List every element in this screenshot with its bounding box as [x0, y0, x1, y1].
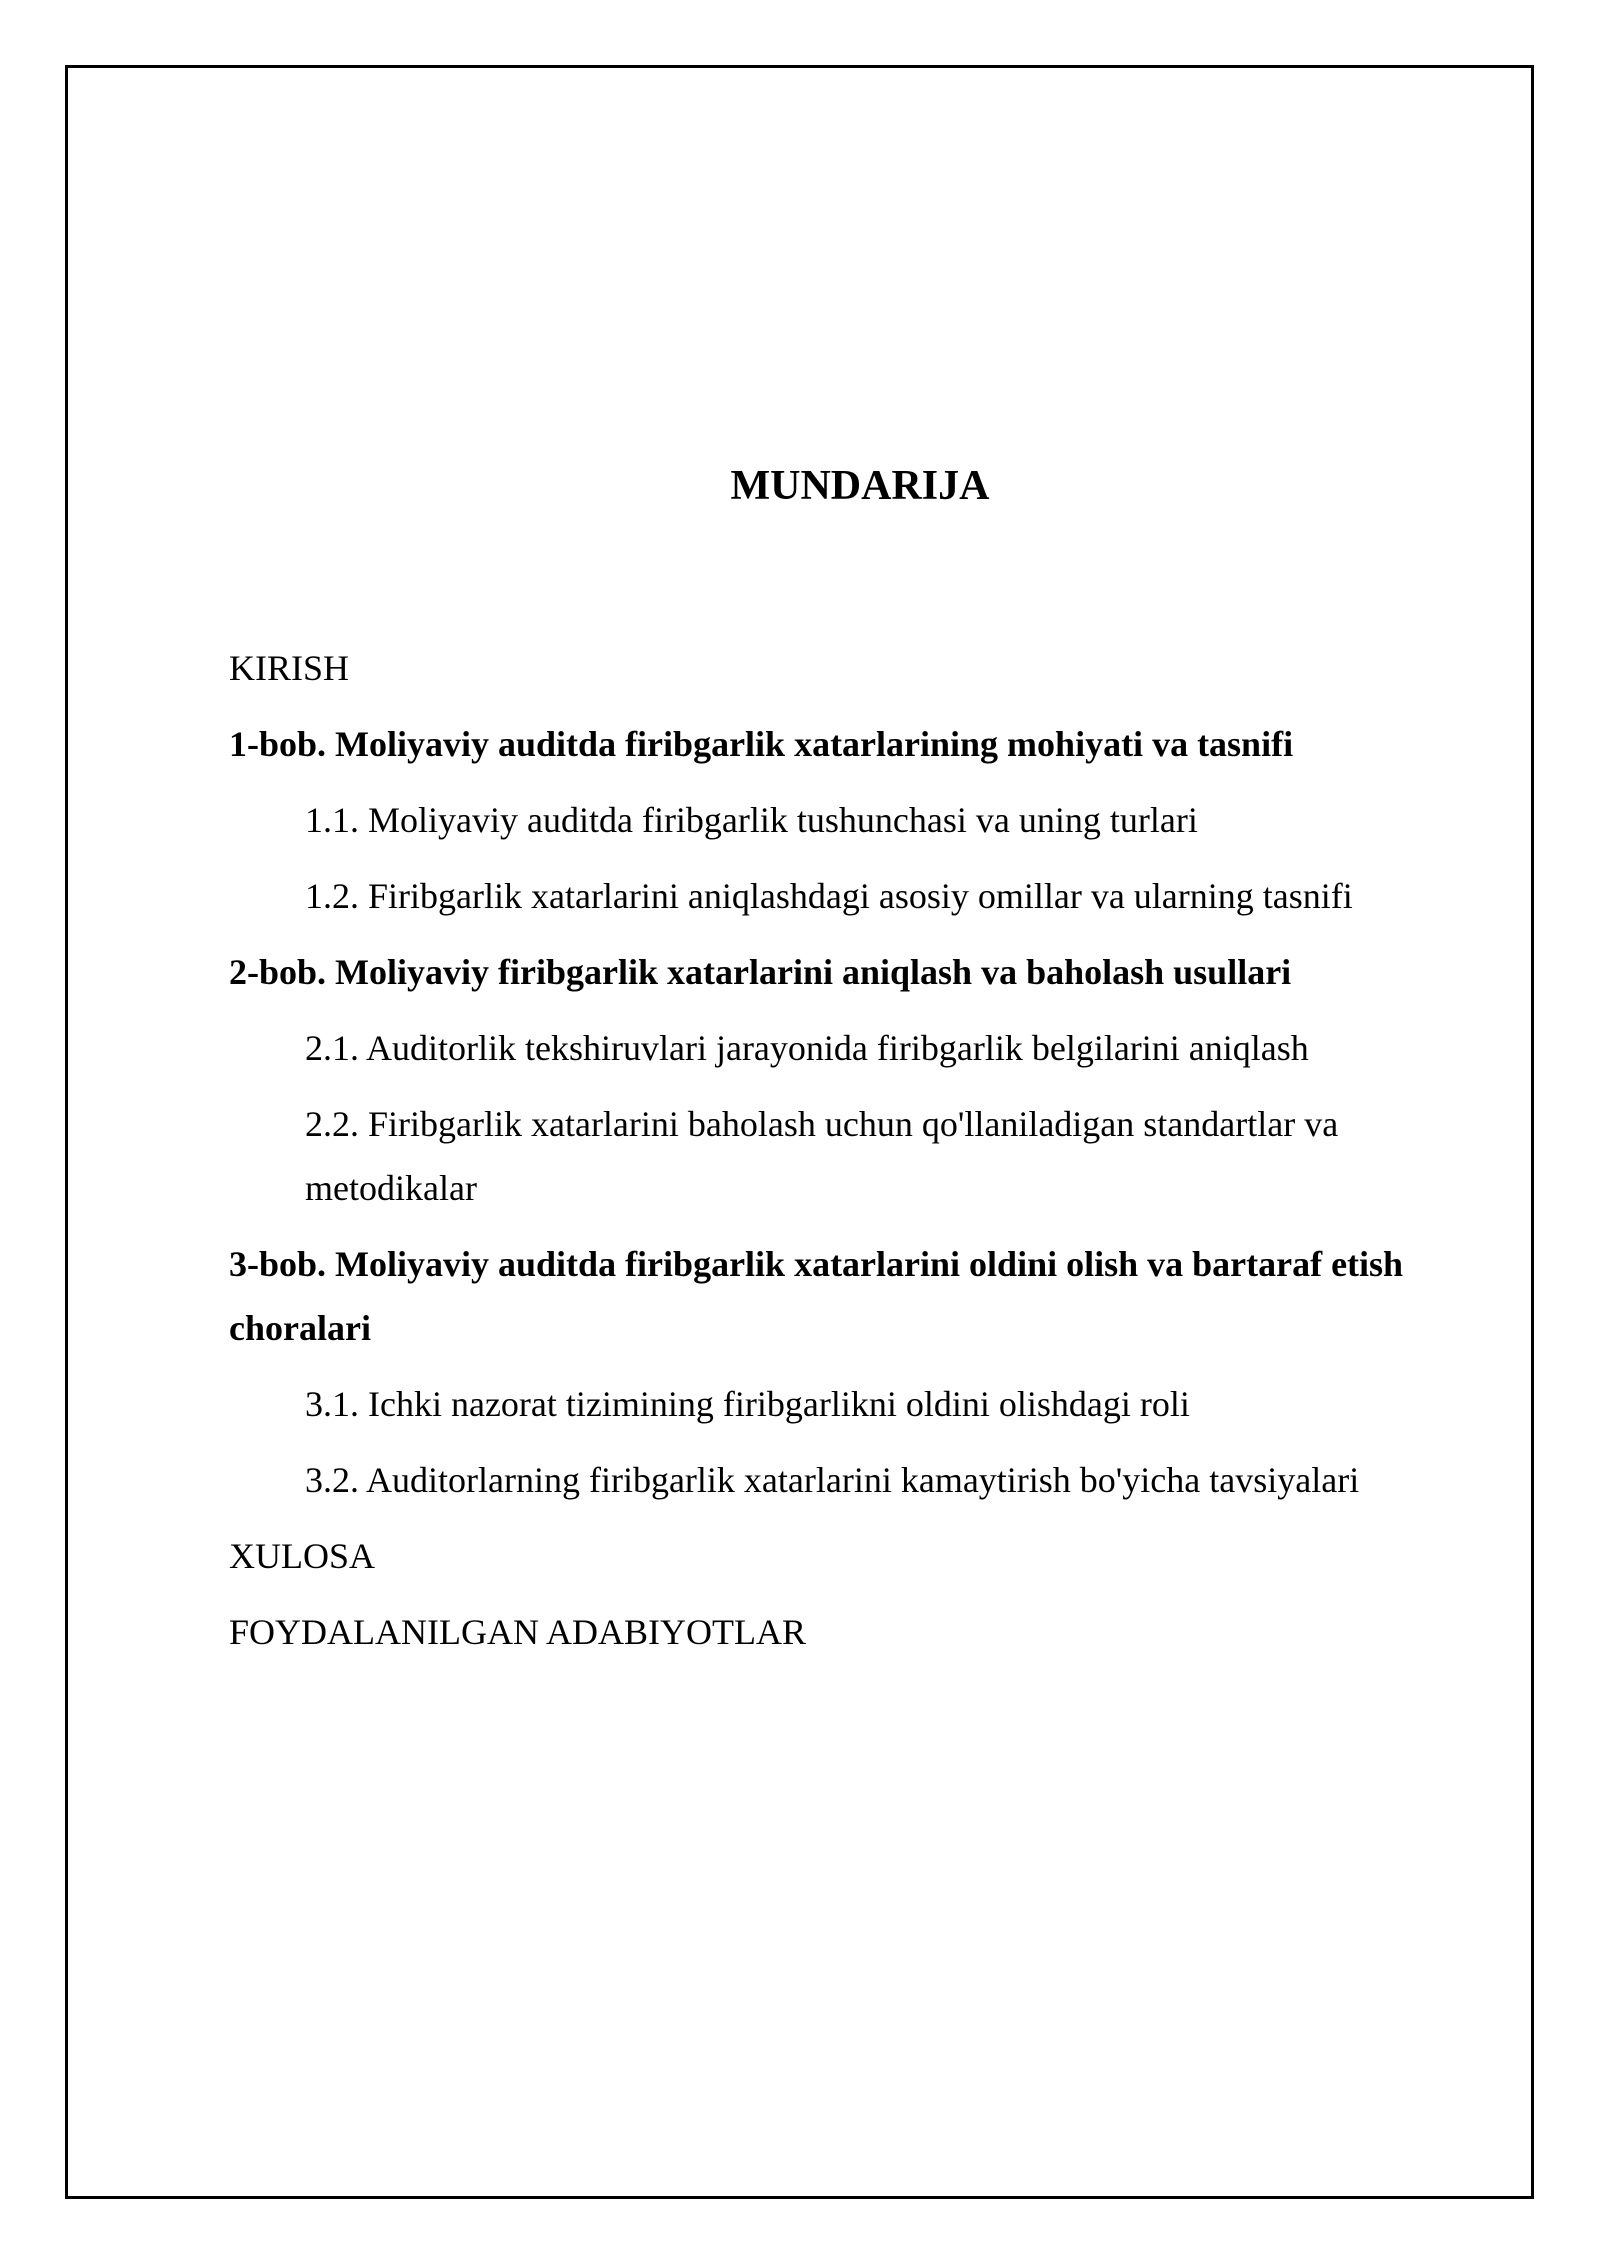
table-of-contents [229, 636, 1469, 1676]
toc-section-1-2: 1.2. Firibgarlik xatarlarini aniqlashdagi asosiy omillar va ularning tasnifi [305, 876, 1353, 916]
toc-chapter-3: 3-bob. Moliyaviy auditda firibgarlik xatarlarini oldini olish va bartaraf etish choralari [229, 1244, 1404, 1348]
toc-section-1-1: 1.1. Moliyaviy auditda firibgarlik tushunchasi va uning turlari [305, 800, 1198, 840]
toc-section-2-2: 2.2. Firibgarlik xatarlarini baholash uchun qo'llaniladigan standartlar va metodikalar [305, 1104, 1339, 1208]
toc-chapter-2: 2-bob. Moliyaviy firibgarlik xatarlarini aniqlash va baholash usullari [229, 952, 1292, 992]
toc-entry-kirish: KIRISH [229, 648, 350, 688]
page-title: MUNDARIJA [730, 463, 990, 509]
toc-chapter-1: 1-bob. Moliyaviy auditda firibgarlik xatarlarining mohiyati va tasnifi [229, 724, 1294, 764]
toc-section-3-2: 3.2. Auditorlarning firibgarlik xatarlarini kamaytirish bo'yicha tavsiyalari [305, 1460, 1360, 1500]
toc-section-2-1: 2.1. Auditorlik tekshiruvlari jarayonida firibgarlik belgilarini aniqlash [305, 1028, 1309, 1068]
toc-section-3-1: 3.1. Ichki nazorat tizimining firibgarlikni oldini olishdagi roli [305, 1384, 1190, 1424]
toc-entry-xulosa: XULOSA [229, 1536, 376, 1576]
toc-entry-adabiyotlar: FOYDALANILGAN ADABIYOTLAR [229, 1612, 806, 1652]
